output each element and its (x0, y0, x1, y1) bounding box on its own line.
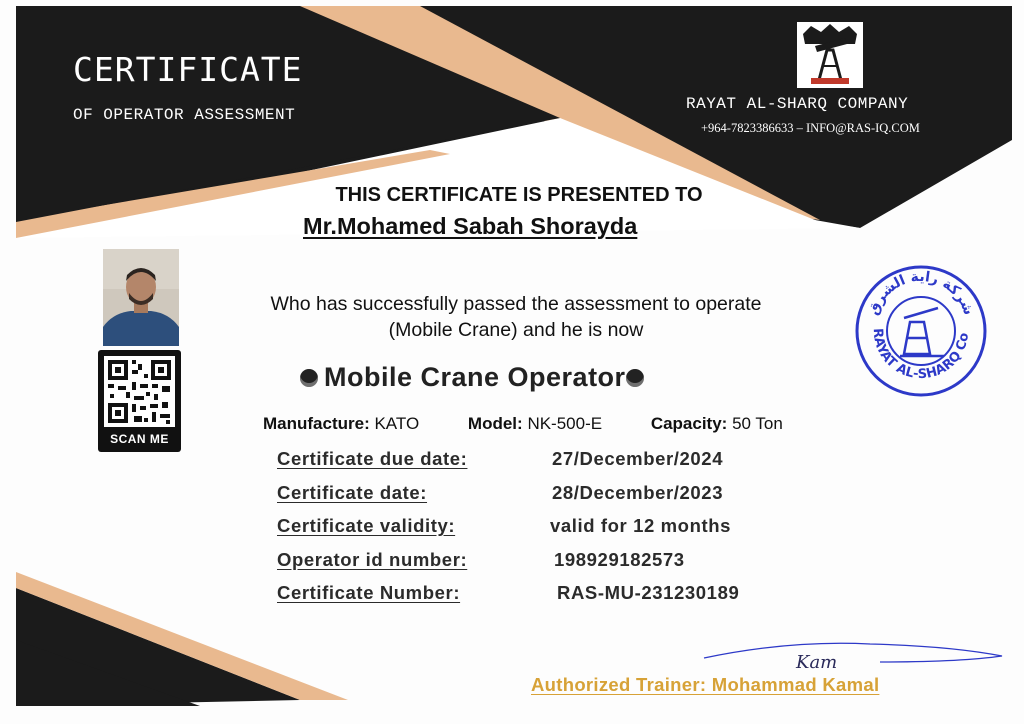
certificate-number-value: RAS-MU-231230189 (557, 582, 740, 603)
operator-id-value: 198929182573 (554, 549, 685, 570)
capacity-value: 50 Ton (732, 414, 783, 433)
company-name: RAYAT AL-SHARQ COMPANY (686, 95, 909, 113)
certificate-subtitle: OF OPERATOR ASSESSMENT (73, 106, 296, 124)
recipient-photo (103, 249, 179, 346)
operator-id-label: Operator id number: (277, 549, 468, 570)
recipient-name: Mr.Mohamed Sabah Shorayda (303, 213, 638, 239)
certificate-number-label: Certificate Number: (277, 582, 461, 603)
person-photo-icon (103, 249, 179, 346)
due-date-label: Certificate due date: (277, 448, 468, 469)
qr-code-icon (104, 356, 175, 427)
signature-text: Kam (796, 652, 838, 673)
qr-code-box[interactable] (98, 350, 181, 452)
presented-heading (0, 184, 1024, 207)
model-spec (468, 414, 602, 434)
model-label: Model: (467, 414, 523, 433)
bullet-icon-right (626, 369, 644, 387)
capacity-spec (651, 414, 783, 434)
statement-line-1: Who has successfully passed the assessment to operate (270, 293, 762, 315)
role-title (300, 362, 644, 393)
stamp-text-en: RAYAT AL-SHARQ Co (869, 327, 973, 383)
assessment-statement (229, 291, 803, 343)
certificate-date-label: Certificate date: (277, 482, 428, 503)
equipment-specs (263, 414, 783, 434)
qr-code[interactable] (104, 356, 175, 427)
role-title-text: Mobile Crane Operator (324, 362, 626, 392)
manufacture-label: Manufacture: (263, 414, 370, 433)
stamp-text-ar: شركة راية الشرق (865, 268, 977, 318)
authorized-trainer: Authorized Trainer: Mohammad Kamal (531, 674, 880, 695)
scan-me-label: SCAN ME (110, 432, 169, 446)
company-stamp (852, 262, 990, 400)
validity-value: valid for 12 months (550, 515, 732, 536)
manufacture-value: KATO (374, 414, 420, 433)
capacity-label: Capacity: (650, 414, 728, 433)
company-contact: +964-7823386633 – INFO@RAS-IQ.COM (701, 121, 920, 135)
company-stamp-seal-icon (852, 262, 990, 400)
manufacture-spec (263, 414, 419, 434)
statement-line-2: (Mobile Crane) and he is now (388, 319, 644, 341)
due-date-value: 27/December/2024 (552, 448, 724, 469)
certificate-date-value: 28/December/2023 (552, 482, 724, 503)
trainer-signature (700, 628, 1010, 674)
validity-label: Certificate validity: (277, 515, 456, 536)
svg-text:شركة راية الشرق (865, 269, 976, 317)
model-value: NK-500-E (527, 414, 603, 433)
oil-rig-logo-icon (797, 22, 863, 88)
presented-text: THIS CERTIFICATE IS PRESENTED TO (335, 184, 703, 206)
bullet-icon-left (300, 369, 318, 387)
certificate-title: CERTIFICATE (73, 50, 303, 89)
company-logo (797, 22, 863, 88)
